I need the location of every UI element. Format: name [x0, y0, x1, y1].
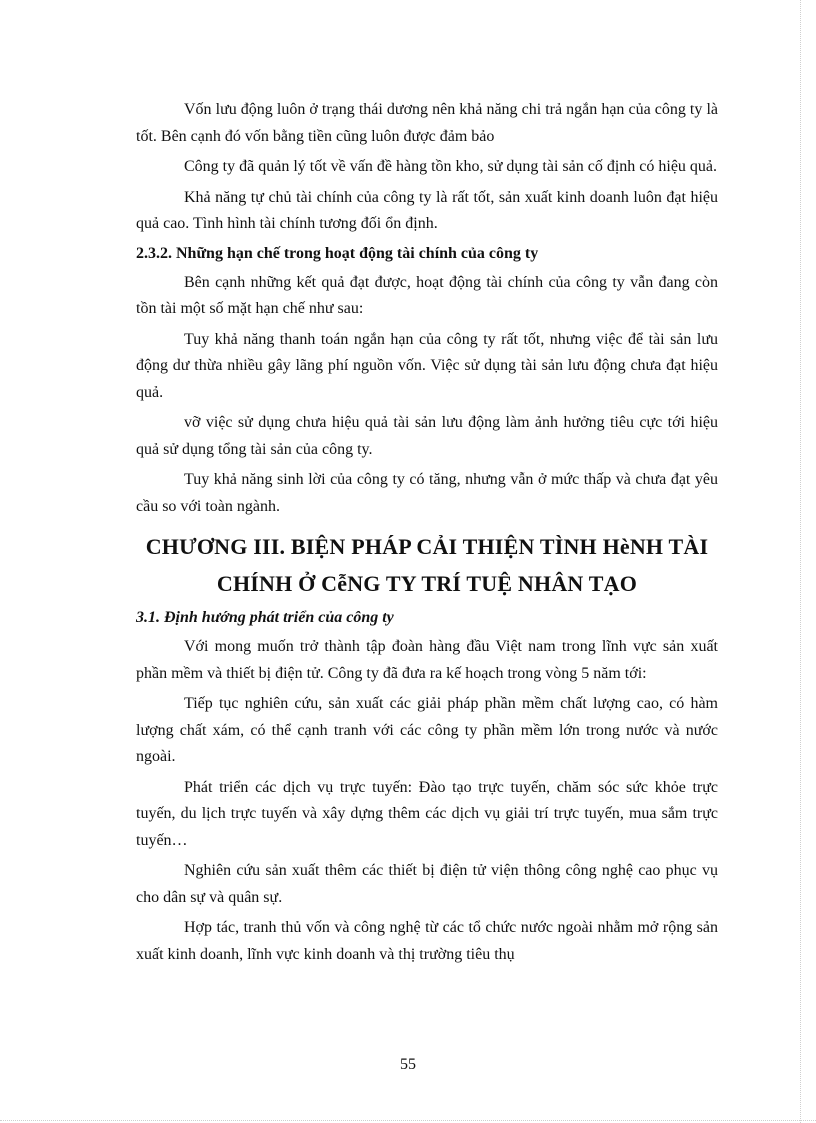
paragraph: Với mong muốn trở thành tập đoàn hàng đầu Việt nam trong lĩnh vực sản xuất phần mềm và thiết bị điện tử. Công ty đã đưa ra kế hoạch trong vòng 5 năm tới: — [136, 638, 718, 682]
page-number: 55 — [400, 1056, 416, 1073]
paragraph: Công ty đã quản lý tốt về vấn đề hàng tồn kho, sử dụng tài sản cố định có hiệu quả. — [184, 158, 718, 175]
paragraph: Hợp tác, tranh thủ vốn và công nghệ từ các tổ chức nước ngoài nhằm mở rộng sản xuất kinh doanh, lĩnh vực kinh doanh và thị trường tiêu thụ — [136, 919, 718, 963]
paragraph: Tuy khả năng thanh toán ngắn hạn của công ty rất tốt, nhưng việc để tài sản lưu động dư thừa nhiều gây lãng phí nguồn vốn. Việc sử dụng tài sản lưu động chưa đạt hiệu quả. — [136, 330, 718, 401]
paragraph: Nghiên cứu sản xuất thêm các thiết bị điện tử viện thông công nghệ cao phục vụ cho dân sự và quân sự. — [136, 862, 718, 906]
page-edge-bottom — [0, 1120, 816, 1121]
page-edge-right — [800, 0, 801, 1123]
page-content — [136, 97, 718, 972]
paragraph: Phát triển các dịch vụ trực tuyến: Đào tạo trực tuyến, chăm sóc sức khỏe trực tuyến, du lịch trực tuyến và xây dựng thêm các dịch vụ giải trí trực tuyến, mua sắm trực tuyến… — [136, 778, 718, 849]
paragraph: Vốn lưu động luôn ở trạng thái dương nên khả năng chi trả ngắn hạn của công ty là tốt. Bên cạnh đó vốn bằng tiền cũng luôn được đảm bảo — [136, 101, 718, 145]
paragraph: vỡ việc sử dụng chưa hiệu quả tài sản lưu động làm ảnh hưởng tiêu cực tới hiệu quả sử dụng tổng tài sản của công ty. — [136, 414, 718, 458]
paragraph: Tiếp tục nghiên cứu, sản xuất các giải pháp phần mềm chất lượng cao, có hàm lượng chất xám, có thể cạnh tranh với các công ty phần mềm lớn trong nước và nước ngoài. — [136, 695, 718, 765]
section-heading-2-3-2: 2.3.2. Những hạn chế trong hoạt động tài chính của công ty — [136, 244, 539, 262]
paragraph: Bên cạnh những kết quả đạt được, hoạt động tài chính của công ty vẫn đang còn tồn tài một số mặt hạn chế như sau: — [136, 273, 718, 317]
paragraph: Khả năng tự chủ tài chính của công ty là rất tốt, sản xuất kinh doanh luôn đạt hiệu quả cao. Tình hình tài chính tương đối ổn định. — [136, 188, 718, 232]
chapter-title-line-2: CHÍNH Ở CễNG TY TRÍ TUỆ NHÂN TẠO — [216, 571, 638, 596]
section-heading-3-1: 3.1. Định hướng phát triển của công ty — [136, 609, 394, 626]
chapter-title — [136, 528, 718, 602]
chapter-title-line-1: CHƯƠNG III. BIỆN PHÁP CẢI THIỆN TÌNH HèNH TÀI — [145, 534, 709, 559]
paragraph: Tuy khả năng sinh lời của công ty có tăng, nhưng vẫn ở mức thấp và chưa đạt yêu cầu so với toàn ngành. — [136, 471, 718, 515]
